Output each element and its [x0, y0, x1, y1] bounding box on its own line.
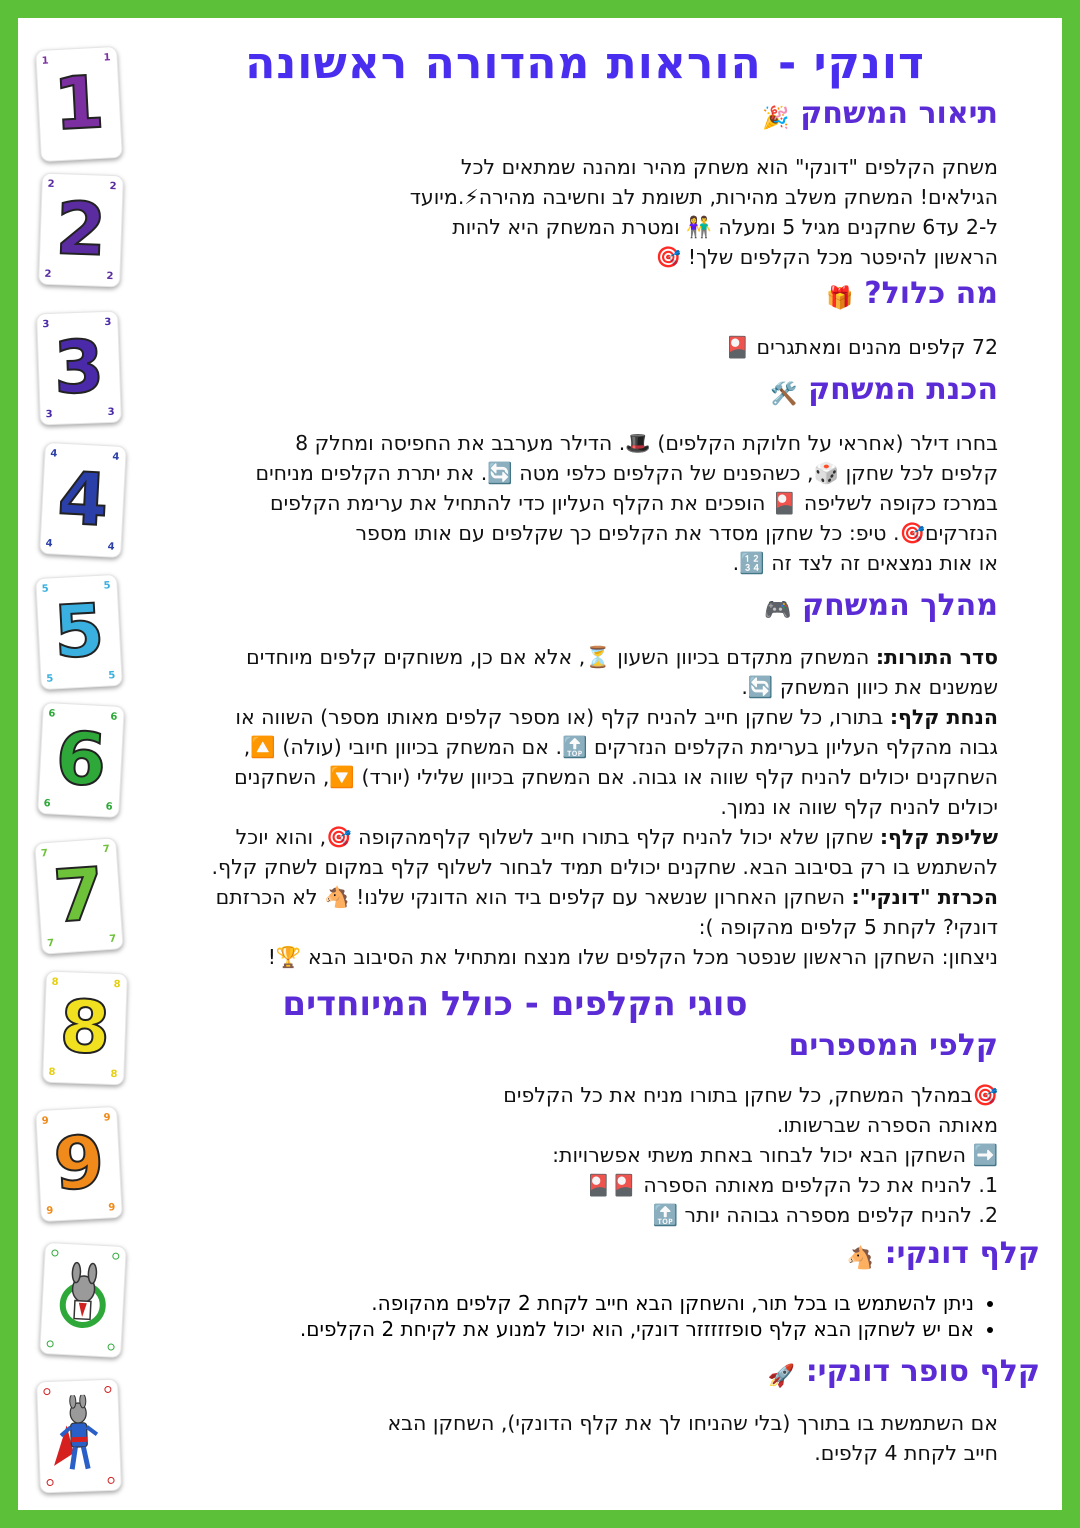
- donkey-heading: [847, 1236, 1040, 1271]
- numbers-line: 1. להניח את כל הקלפים מאותה הספרה 🎴🎴: [585, 1173, 998, 1197]
- card-corner: 8: [48, 1066, 56, 1078]
- card-corner: 5: [46, 673, 54, 685]
- card-corner: 8: [110, 1068, 118, 1081]
- card-corner: 4: [45, 538, 53, 550]
- card-corner: 8: [51, 976, 59, 989]
- card-number: 9: [51, 1119, 107, 1207]
- card-number: 3: [52, 324, 106, 410]
- announce-text: השחקן האחרון שנשאר עם קלפים ביד הוא הדונקי שלנו! 🐴 לא הכרזתם: [215, 885, 852, 909]
- placing-text: גבוה מהקלף העליון בערימת הקלפים הנזרקים 🔝. אם המשחק בכיוון חיובי (עולה) 🔼,: [243, 735, 998, 759]
- super-donkey-card: [36, 1379, 122, 1494]
- placing-line: [148, 702, 998, 732]
- gameplay-paragraph: [148, 642, 998, 972]
- turn-order-label: סדר התורות:: [875, 645, 998, 669]
- announce-label: הכרזת "דונקי":: [851, 885, 998, 909]
- setup-heading-text: הכנת המשחק: [808, 372, 998, 407]
- drawing-line: [148, 822, 998, 852]
- card-corner: 6: [110, 711, 118, 723]
- card-corner: 3: [45, 408, 53, 421]
- card-dot-icon: [46, 1340, 53, 1347]
- numbers-line: 2. להניח קלפים מספרה גבוהה יותר 🔝: [652, 1203, 998, 1227]
- setup-heading: [770, 372, 998, 407]
- announce-line: [148, 882, 998, 912]
- placing-text: השחקנים יכולים להניח קלף שווה או גבוה. אם המשחק בכיוון שלילי (יורד) 🔽, השחקנים: [234, 765, 998, 789]
- card-number: 6: [53, 715, 109, 803]
- horse-icon: 🐴: [846, 1246, 875, 1271]
- setup-line: קלפים לכל שחקן 🎲, כשהפנים של הקלפים כלפי מטה 🔄. את יתרת הקלפים מניחים: [255, 461, 998, 485]
- card-corner: 2: [106, 270, 114, 283]
- number-card-6: [37, 702, 125, 818]
- card-corner: 9: [46, 1205, 54, 1217]
- gameplay-heading: [764, 588, 998, 623]
- card-number: 5: [51, 587, 107, 675]
- card-corner: 9: [103, 1112, 111, 1124]
- numbers-line: מאותה הספרה שברשותו.: [776, 1113, 998, 1137]
- placing-text: יכולים להניח קלף שווה או נמוך.: [720, 795, 998, 819]
- card-corner: 1: [103, 52, 111, 64]
- number-card-5: [35, 574, 123, 690]
- gamepad-icon: 🎮: [764, 598, 792, 623]
- included-text: 72 קלפים מהנים ומאתגרים 🎴: [724, 335, 998, 359]
- setup-line: הנזרקים🎯. טיפ: כל שחקן מסדר את הקלפים כך שקלפים עם אותו מספר: [355, 521, 998, 545]
- description-line: הראשון להיפטר מכל הקלפים שלך! 🎯: [655, 245, 998, 269]
- card-corner: 2: [109, 180, 117, 193]
- super-line: חייב לקחת 4 קלפים.: [814, 1441, 998, 1465]
- description-section: [762, 96, 998, 131]
- turn-order-line: [148, 642, 998, 672]
- description-line: הגילאים! המשחק משלב מהירות, תשומת לב וחשיבה מהירה⚡.מיועד: [409, 185, 998, 209]
- card-number: 4: [55, 455, 111, 543]
- card-corner: 4: [107, 541, 115, 553]
- tools-icon: 🛠️: [770, 382, 798, 407]
- card-corner: 4: [50, 448, 58, 460]
- announce-text: דונקי? לקחת 5 קלפים מהקופה ):: [698, 915, 998, 939]
- included-section: [826, 276, 998, 311]
- rocket-icon: 🚀: [767, 1364, 796, 1389]
- setup-line: בחרו דילר (אחראי על חלוקת הקלפים) 🎩. הדילר מערבב את החפיסה ומחלק 8: [295, 431, 998, 455]
- drawing-text: להשתמש בו רק בסיבוב הבא. שחקנים יכולים תמיד לבחור לשלוף קלף במקום לשחק קלף.: [211, 855, 998, 879]
- card-dot-icon: [43, 1388, 50, 1395]
- card-corner: 9: [41, 1115, 49, 1127]
- super-donkey-section: [768, 1354, 1040, 1389]
- donkey-card-section: [847, 1236, 1040, 1271]
- number-card-3: [36, 311, 122, 426]
- turn-order-text: המשחק מתקדם בכיוון השעון ⏳, אלא אם כן, משוחקים קלפים מיוחדים: [246, 645, 876, 669]
- card-dot-icon: [51, 1249, 58, 1256]
- super-donkey-paragraph: [198, 1408, 998, 1468]
- card-dot-icon: [112, 1252, 119, 1259]
- numbers-line: 🎯במהלך המשחק, כל שחקן בתורו מניח את כל הקלפים: [503, 1083, 998, 1107]
- super-line: אם השתמשת בו בתורך (בלי שהניחו לך את קלף הדונקי), השחקן הבא: [387, 1411, 998, 1435]
- card-corner: 4: [112, 451, 120, 463]
- card-number: 8: [58, 984, 112, 1070]
- card-corner: 7: [40, 848, 49, 860]
- donkey-card: [39, 1242, 127, 1358]
- donkey-list-item: • אם יש לשחקן הבא קלף סופזזזזזר דונקי, הוא יכול למנוע את לקיחת 2 הקלפים.: [198, 1316, 974, 1342]
- card-corner: 9: [108, 1202, 116, 1214]
- card-corner: 6: [48, 708, 56, 720]
- card-corner: 6: [105, 801, 113, 813]
- turn-order-text: שמשנים את כיוון המשחק 🔄.: [741, 675, 998, 699]
- description-line: משחק הקלפים "דונקי" הוא משחק מהיר ומהנה שמתאים לכל: [460, 155, 998, 179]
- drawing-text: שחקן שלא יכול להניח קלף בתורו חייב לשלוף קלףמהקופה 🎯, והוא יוכל: [235, 825, 880, 849]
- number-card-9: [35, 1106, 123, 1222]
- card-corner: 3: [107, 406, 115, 419]
- donkey-list-item: • ניתן להשתמש בו בכל תור, והשחקן הבא חייב לקחת 2 קלפים מהקופה.: [198, 1290, 974, 1316]
- setup-line: או אות נמצאים זה לצד זה 🔢.: [732, 551, 998, 575]
- card-corner: 2: [44, 268, 52, 280]
- number-card-4: [39, 442, 127, 558]
- numbers-line: ➡️ השחקן הבא יכול לבחור באחת משתי אפשרויות:: [552, 1143, 998, 1167]
- card-dot-icon: [107, 1343, 114, 1350]
- party-popper-icon: 🎉: [762, 106, 790, 131]
- description-heading-text: תיאור המשחק: [800, 96, 998, 131]
- card-corner: 5: [41, 583, 49, 595]
- super-heading-text: קלף סופר דונקי:: [805, 1354, 1040, 1389]
- card-corner: 2: [47, 178, 55, 191]
- card-corner: 6: [43, 798, 51, 810]
- numbers-paragraph: [398, 1080, 998, 1230]
- placing-label: הנחת קלף:: [889, 705, 998, 729]
- drawing-label: שליפת קלף:: [879, 825, 998, 849]
- card-number: 1: [51, 59, 107, 147]
- donkey-figure-icon: [51, 1257, 115, 1340]
- setup-section: [770, 372, 998, 407]
- donkey-card-list: [198, 1290, 998, 1342]
- description-paragraph: [178, 152, 998, 272]
- card-corner: 3: [104, 316, 112, 329]
- card-corner: 3: [42, 319, 50, 331]
- number-card-8: [42, 971, 128, 1086]
- setup-line: במרכז כקופה לשליפה 🎴 הופכים את הקלף העליון כדי להתחיל את ערימת הקלפים: [269, 491, 998, 515]
- description-heading: [762, 96, 998, 131]
- included-heading: [826, 276, 998, 311]
- super-donkey-figure-icon: [48, 1394, 111, 1480]
- gift-icon: 🎁: [826, 286, 854, 311]
- gameplay-heading-text: מהלך המשחק: [801, 588, 998, 623]
- card-corner: 7: [108, 933, 117, 945]
- victory-text: ניצחון: השחקן הראשון שנפטר מכל הקלפים שלו מנצח ומתחיל את הסיבוב הבא 🏆!: [267, 945, 998, 969]
- card-corner: 5: [103, 580, 111, 592]
- included-heading-text: מה כלול?: [864, 276, 998, 311]
- description-line: ל-2 עד6 שחקנים מגיל 5 ומעלה 👫 ומטרת המשחק היא להיות: [452, 215, 998, 239]
- donkey-heading-text: קלף דונקי:: [884, 1236, 1040, 1271]
- card-dot-icon: [104, 1386, 111, 1393]
- card-corner: 5: [108, 670, 116, 682]
- card-corner: 7: [46, 937, 55, 950]
- page-title: דונקי - הוראות מהדורה ראשונה: [245, 38, 925, 89]
- card-number: 2: [54, 186, 108, 272]
- number-card-7: [34, 837, 124, 954]
- gameplay-section: [764, 588, 998, 623]
- card-types-heading: סוגי הקלפים - כולל המיוחדים: [282, 984, 748, 1024]
- number-card-2: [38, 173, 124, 288]
- card-number: 7: [50, 851, 107, 939]
- card-corner: 1: [41, 55, 49, 67]
- card-corner: 7: [102, 843, 111, 856]
- numbers-heading: קלפי המספרים: [788, 1028, 998, 1063]
- number-card-1: [35, 46, 123, 162]
- super-donkey-heading: [768, 1354, 1040, 1389]
- card-corner: 8: [113, 978, 121, 991]
- placing-text: בתורו, כל שחקן חייב להניח קלף (או מספר קלפים מאותו מספר) השווה או: [235, 705, 890, 729]
- setup-paragraph: [168, 428, 998, 578]
